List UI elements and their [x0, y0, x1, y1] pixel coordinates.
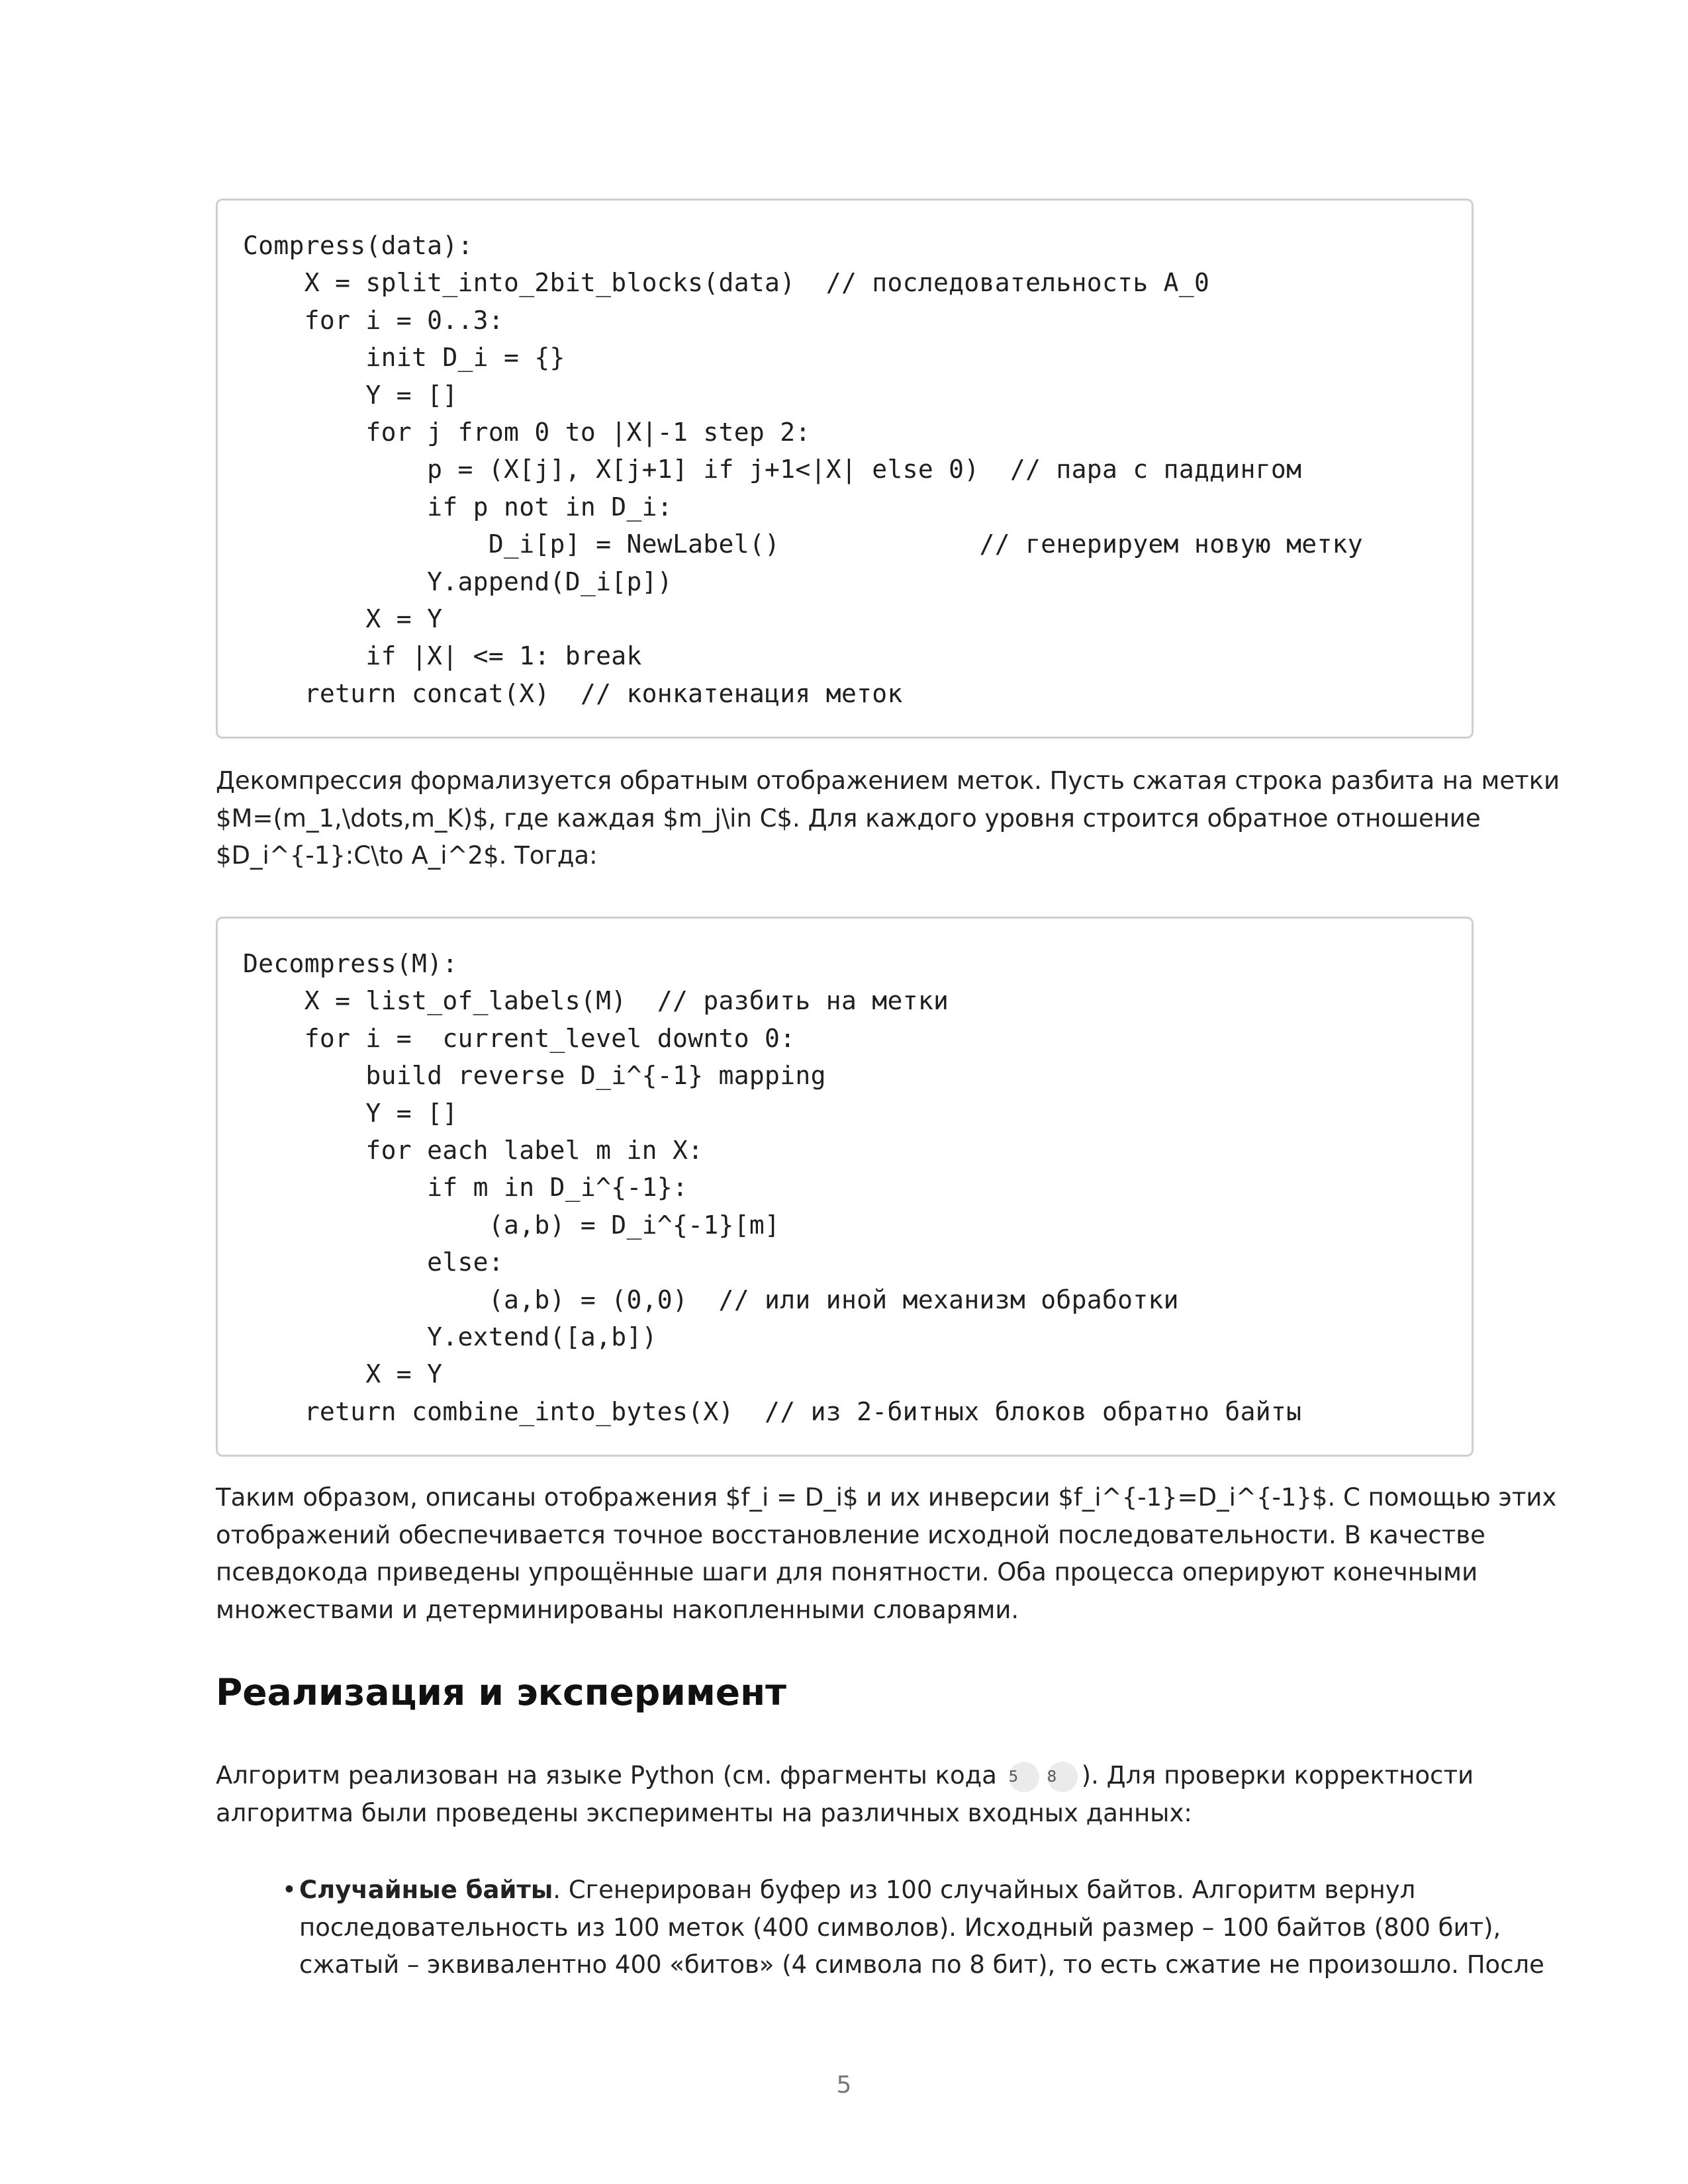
- code-line: Y.append(D_i[p]): [243, 567, 673, 596]
- list-item-title: Случайные байты: [299, 1876, 553, 1904]
- code-line: for i = 0..3:: [243, 305, 504, 335]
- list-item-line-3: сжатый – эквивалентно 400 «битов» (4 символа по 8 бит), то есть сжатие не произошло. После: [299, 1950, 1544, 1979]
- code-line: else:: [243, 1248, 504, 1277]
- list-item-line-2: последовательность из 100 меток (400 символов). Исходный размер – 100 байтов (800 бит),: [299, 1913, 1501, 1942]
- code-line: X = list_of_labels(M) // разбить на метки: [243, 986, 949, 1016]
- code-line: return combine_into_bytes(X) // из 2-битных блоков обратно байты: [243, 1396, 1302, 1426]
- code-block-decompress: [216, 917, 1474, 1457]
- code-fragment-reference-badge[interactable]: 8: [1047, 1762, 1078, 1792]
- code-line: X = Y: [243, 1359, 443, 1389]
- code-line: D_i[p] = NewLabel() // генерируем новую метку: [243, 529, 1363, 559]
- paragraph-implementation: [216, 1757, 1474, 1832]
- paragraph-line: $D_i^{-1}:C\to A_i^2$. Тогда:: [216, 841, 598, 870]
- paragraph-decompression-intro: [216, 762, 1560, 875]
- code-line: X = Y: [243, 604, 443, 634]
- paragraph-line: Таким образом, описаны отображения $f_i = D_i$ и их инверсии $f_i^{-1}=D_i^{-1}$. С помощью этих: [216, 1483, 1557, 1512]
- code-line: Y = []: [243, 380, 458, 410]
- code-line: return concat(X) // конкатенация меток: [243, 678, 903, 708]
- code-line: if m in D_i^{-1}:: [243, 1173, 688, 1203]
- code-line: if |X| <= 1: break: [243, 641, 642, 671]
- implementation-text-after-cites: ). Для проверки корректности: [1081, 1761, 1474, 1790]
- paragraph-line: псевдокода приведены упрощённые шаги для понятности. Оба процесса оперируют конечными: [216, 1558, 1478, 1587]
- code-fragment-reference-badge[interactable]: 5: [1009, 1762, 1039, 1792]
- code-line: for each label m in X:: [243, 1136, 704, 1165]
- code-line: Y = []: [243, 1098, 458, 1128]
- code-line: Compress(data):: [243, 231, 473, 260]
- implementation-text-before-cites: Алгоритм реализован на языке Python (см. фрагменты кода: [216, 1761, 997, 1790]
- paragraph-line: Декомпрессия формализуется обратным отображением меток. Пусть сжатая строка разбита на метки: [216, 766, 1560, 795]
- code-line: if p not in D_i:: [243, 492, 673, 522]
- experiments-list: [282, 1872, 1544, 1984]
- code-line: X = split_into_2bit_blocks(data) // последовательность A_0: [243, 268, 1210, 298]
- list-item: [282, 1872, 1544, 1984]
- section-heading: Реализация и эксперимент: [216, 1671, 786, 1713]
- bullet-marker: •: [282, 1876, 297, 1904]
- code-line: Y.extend([a,b]): [243, 1322, 657, 1352]
- code-line: p = (X[j], X[j+1] if j+1<|X| else 0) // пара с паддингом: [243, 455, 1302, 484]
- code-line: build reverse D_i^{-1} mapping: [243, 1061, 826, 1091]
- paragraph-implementation-line-2: алгоритма были проведены эксперименты на различных входных данных:: [216, 1798, 1192, 1827]
- code-line: (a,b) = D_i^{-1}[m]: [243, 1210, 780, 1240]
- paragraph-line: множествами и детерминированы накопленными словарями.: [216, 1596, 1019, 1625]
- list-item-line-1: [299, 1872, 1474, 1909]
- code-line: for j from 0 to |X|-1 step 2:: [243, 418, 811, 447]
- code-line: (a,b) = (0,0) // или иной механизм обработки: [243, 1285, 1179, 1314]
- paragraph-line: $M=(m_1,\dots,m_K)$, где каждая $m_j\in C$. Для каждого уровня строится обратное отношение: [216, 803, 1481, 833]
- paragraph-mappings-summary: [216, 1479, 1557, 1629]
- page-number: 5: [836, 2071, 852, 2099]
- paragraph-implementation-line-1: [216, 1757, 1474, 1795]
- list-item-text: . Сгенерирован буфер из 100 случайных байтов. Алгоритм вернул: [553, 1876, 1416, 1904]
- code-line: Decompress(M):: [243, 949, 458, 978]
- paragraph-line: отображений обеспечивается точное восстановление исходной последовательности. В качестве: [216, 1520, 1485, 1549]
- code-line: for i = current_level downto 0:: [243, 1023, 796, 1053]
- code-block-compress: [216, 199, 1474, 739]
- code-line: init D_i = {}: [243, 343, 565, 373]
